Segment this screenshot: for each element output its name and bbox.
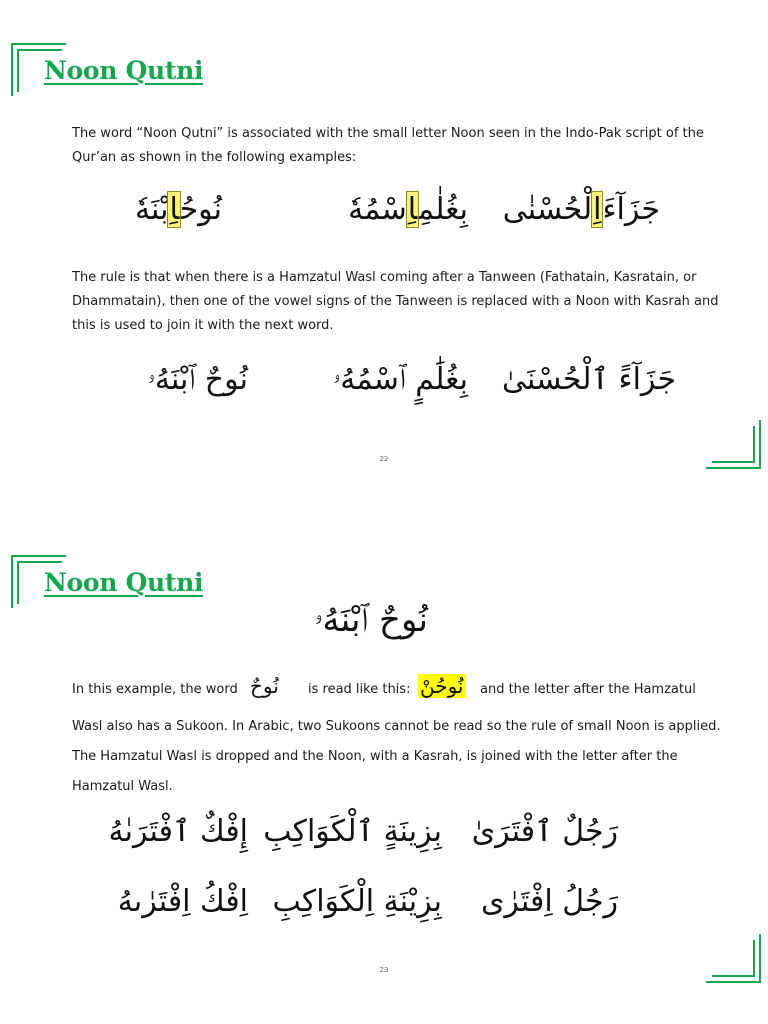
- example-bizinatin-al-kawakib: بِزِينَةٍ ٱلْكَوَاكِبِ: [263, 814, 442, 849]
- examples-row-highlighted: [0, 188, 768, 248]
- examples-row-uthmani: [0, 358, 768, 418]
- example-rajulun-iftara-indopak: رَجُلُ اِفْتَرٰى: [480, 884, 618, 919]
- page-22: [0, 0, 768, 500]
- page-number: 23: [379, 966, 389, 974]
- corner-ornament-bottom-right: [704, 418, 762, 470]
- page-23: [0, 512, 768, 1024]
- example-bighulamin-ismuhu: بِغُلٰمِاِسْمُهٗ: [348, 192, 468, 227]
- rule-paragraph: The rule is that when there is a Hamzatul Wasl coming after a Tanween (Fathatain, Kasratain, or Dhammatain), then one of the vowel signs of the Tanween is replaced with a Noon with Kasrah and this is used to join it with the next word.: [72, 270, 719, 333]
- example-nuhun-ibnahu: نُوحُاِبْنَهٗ: [134, 192, 222, 227]
- line-1: [72, 674, 732, 702]
- examples-row-indopak: [0, 882, 768, 942]
- line-1-part-c: and the letter after the Hamzatul: [480, 682, 696, 697]
- corner-ornament-bottom-right: [704, 932, 762, 984]
- example-ifkun-iftarahu-indopak: اِفْكُ اِفْتَرٰىهُ: [117, 884, 248, 919]
- read-like-arabic: نُوحُنْ: [420, 674, 464, 698]
- line-1-part-a: In this example, the word: [72, 682, 238, 697]
- uthmani-example-1: جَزَآءً ٱلْحُسْنَىٰ: [502, 362, 676, 397]
- word-arabic: نُوحٌ: [250, 674, 279, 698]
- explanation-paragraph: Wasl also has a Sukoon. In Arabic, two Sukoons cannot be read so the rule of small Noon is applied. The Hamzatul Wasl is dropped and the Noon, with a Kasrah, is joined with the letter after the Hamzatul Wasl.: [72, 719, 721, 794]
- example-ifkun-iftarahu: إِفْكٌ ٱفْتَرَىٰهُ: [108, 814, 248, 849]
- example-bizinatin-al-kawakib-indopak: بِزِيْنَةِ اِلْكَوَاكِبِ: [272, 884, 442, 919]
- line-1-part-b: is read like this:: [308, 682, 411, 697]
- page-title: Noon Qutni: [44, 568, 204, 597]
- intro-paragraph: The word “Noon Qutni” is associated with the small letter Noon seen in the Indo-Pak script of the Qur’an as shown in the following examples:: [72, 126, 704, 165]
- uthmani-example-3: نُوحٌ ٱبْنَهُۥ: [147, 362, 248, 397]
- example-rajulun-iftara: رَجُلٌ ٱفْتَرَىٰ: [471, 814, 618, 849]
- page-title: Noon Qutni: [44, 56, 204, 85]
- example-jazaa-al-husna: جَزَآءَاِلْحُسْنٰى: [502, 192, 660, 227]
- page-number: 22: [379, 455, 389, 463]
- heading-example: نُوحٌ ٱبْنَهُۥ: [313, 600, 428, 640]
- examples-row-uthmani: [0, 812, 768, 872]
- uthmani-example-2: بِغُلَٰمٍ ٱسْمُهُۥ: [332, 362, 468, 397]
